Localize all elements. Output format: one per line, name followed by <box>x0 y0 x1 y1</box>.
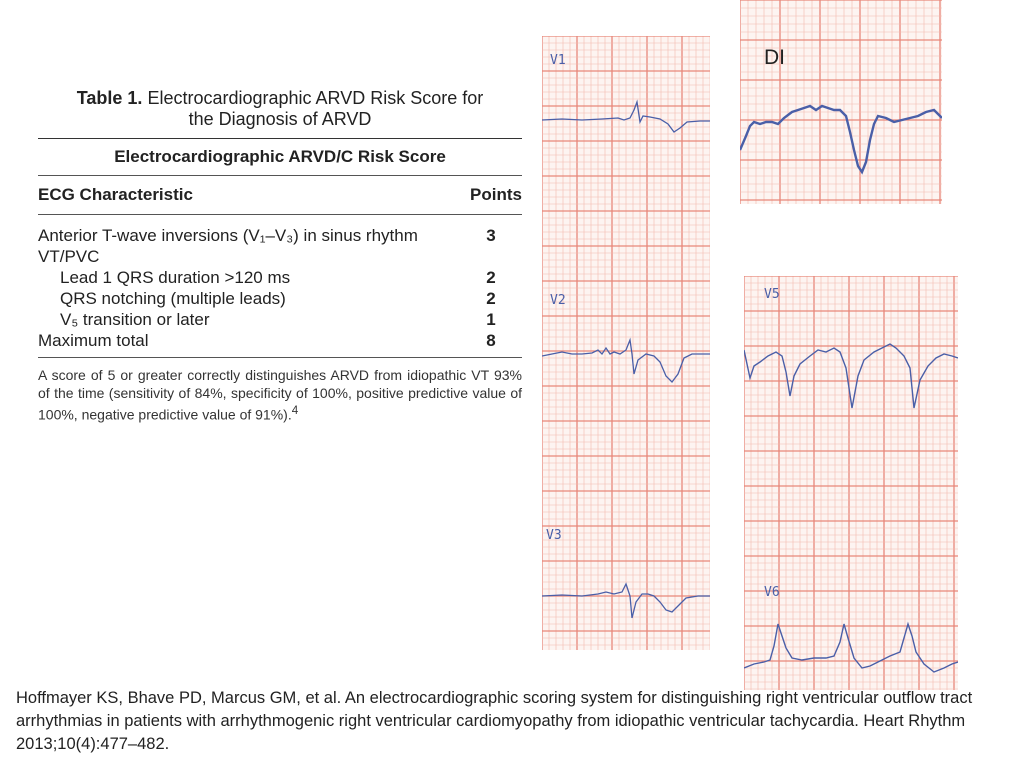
col-header-points: Points <box>470 185 522 204</box>
row-points: 1 <box>486 310 496 329</box>
row-points: 2 <box>486 289 496 308</box>
table-header-row <box>38 176 522 214</box>
table-footnote <box>38 358 522 424</box>
ecg-strip-v1-v3 <box>542 36 710 650</box>
row-label: Maximum total <box>38 331 149 350</box>
col-header-characteristic: ECG Characteristic <box>38 185 193 204</box>
table-title <box>38 88 522 130</box>
row-label: VT/PVC <box>38 247 100 266</box>
table-title-line2: the Diagnosis of ARVD <box>188 109 372 129</box>
row-label: QRS notching (multiple leads) <box>60 289 286 308</box>
citation-text: Hoffmayer KS, Bhave PD, Marcus GM, et al. An electrocardiographic scoring system for distinguishing right ventricular outflow tract arrhythmias in patients with arrhythmogenic right ventricular cardiomyopathy from idiopathic ventricular tachycardia. Heart Rhythm 2013;10(4):477–482. <box>16 689 973 753</box>
footnote-text: A score of 5 or greater correctly distinguishes ARVD from idiopathic VT 93% of the time (sensitivity of 84%, specificity of 100%, positive predictive value of 100%, negative predictive value of 91%). <box>38 367 522 423</box>
ecg-strip-v5-v6 <box>744 276 958 690</box>
ecg-grid-right <box>744 276 958 690</box>
row-points: 3 <box>486 226 496 245</box>
risk-score-table <box>38 88 522 424</box>
lead-label-di: DI <box>764 46 785 69</box>
ecg-grid <box>744 276 958 690</box>
row-points: 2 <box>486 268 496 287</box>
ecg-strip-di <box>740 0 942 204</box>
row-label: Anterior T-wave inversions (V₁–V₃) in sinus rhythm <box>38 226 418 245</box>
lead-label-v3: V3 <box>546 528 562 543</box>
row-points: 8 <box>486 331 496 350</box>
lead-label-v1: V1 <box>550 53 566 68</box>
lead-label-v6: V6 <box>764 585 780 600</box>
table-row <box>38 225 522 246</box>
table-row <box>38 288 522 309</box>
lead-label-v2: V2 <box>550 293 566 308</box>
table-row <box>38 309 522 330</box>
row-points <box>478 246 504 267</box>
ecg-grid <box>542 36 710 650</box>
table-subtitle: Electrocardiographic ARVD/C Risk Score <box>114 147 446 166</box>
row-label: Lead 1 QRS duration >120 ms <box>60 268 291 287</box>
ecg-grid <box>740 0 942 204</box>
footnote-ref: 4 <box>291 404 299 417</box>
table-row <box>38 246 522 267</box>
table-title-line1: Electrocardiographic ARVD Risk Score for <box>147 88 484 108</box>
table-number: Table 1. <box>76 88 143 108</box>
table-body <box>38 215 522 357</box>
row-label: V₅ transition or later <box>60 310 210 329</box>
table-row <box>38 267 522 288</box>
ecg-grid-di <box>740 0 942 204</box>
lead-label-v5: V5 <box>764 287 780 302</box>
table-row <box>38 330 522 351</box>
ecg-grid-left <box>542 36 710 650</box>
